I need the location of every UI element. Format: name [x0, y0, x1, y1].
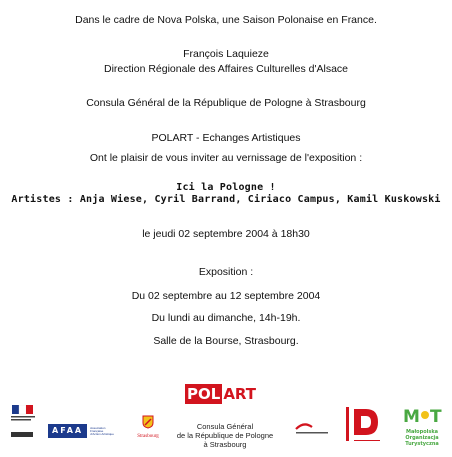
afaa-logo	[48, 424, 114, 438]
nova-polska-icon	[346, 405, 386, 445]
opening-date: le jeudi 02 septembre 2004 à 18h30	[142, 228, 310, 240]
mot-logo	[400, 406, 444, 447]
svg-text:M: M	[403, 407, 420, 424]
venue: Salle de la Bourse, Strasbourg.	[153, 335, 299, 347]
afaa-mark: AFAA	[48, 424, 87, 438]
sender-direction: Direction Régionale des Affaires Culturelles d'Alsace	[103, 63, 349, 75]
artists-line: Artistes : Anja Wiese, Cyril Barrand, Ciriaco Campus, Kamil Kuskowski	[11, 194, 441, 205]
consulat-logo-text	[170, 422, 280, 449]
ministere-logo	[8, 405, 38, 441]
exhibition-title: Ici la Pologne !	[176, 182, 276, 193]
mot-sub-3: Turystyczna	[405, 441, 439, 447]
opening-hours: Du lundi au dimanche, 14h-19h.	[151, 312, 301, 324]
mot-sub-2: Organizacja	[405, 435, 439, 441]
polart-line: POLART - Echanges Artistiques	[151, 132, 301, 144]
consul-line-1: Consula Général	[196, 422, 254, 431]
polart-logo-left: POL	[187, 385, 221, 403]
invitation-line: Ont le plaisir de vous inviter au vernissage de l'exposition :	[89, 152, 363, 164]
polart-logo	[185, 384, 257, 404]
marianne-flag-icon	[8, 405, 38, 441]
consul-line-2: de la République de Pologne	[176, 431, 274, 440]
exposition-period: Du 02 septembre au 12 septembre 2004	[131, 290, 321, 302]
strasbourg-label: Strasbourg	[137, 434, 159, 439]
strasbourg-logo	[137, 415, 159, 440]
afaa-subtitle: Association Française d'Action Artistique	[90, 425, 114, 436]
consul-line-3: à Strasbourg	[203, 440, 247, 449]
exposition-label: Exposition :	[198, 266, 254, 278]
polart-logo-right: ART	[223, 385, 257, 403]
intro-line: Dans le cadre de Nova Polska, une Saison Polonaise en France.	[75, 14, 377, 26]
consulat-line: Consula Général de la République de Pologne à Strasbourg	[86, 97, 366, 109]
sender-name: François Laquieze	[183, 48, 269, 60]
mot-mark-icon	[402, 406, 442, 424]
nova-polska-logo	[346, 405, 386, 445]
strasbourg-crest-icon	[141, 415, 155, 429]
swoosh-icon	[292, 419, 332, 437]
mot-subtitle	[400, 429, 444, 447]
swoosh-logo	[292, 419, 332, 437]
svg-text:T: T	[430, 407, 442, 424]
mot-sub-1: Małopolska	[405, 429, 439, 435]
